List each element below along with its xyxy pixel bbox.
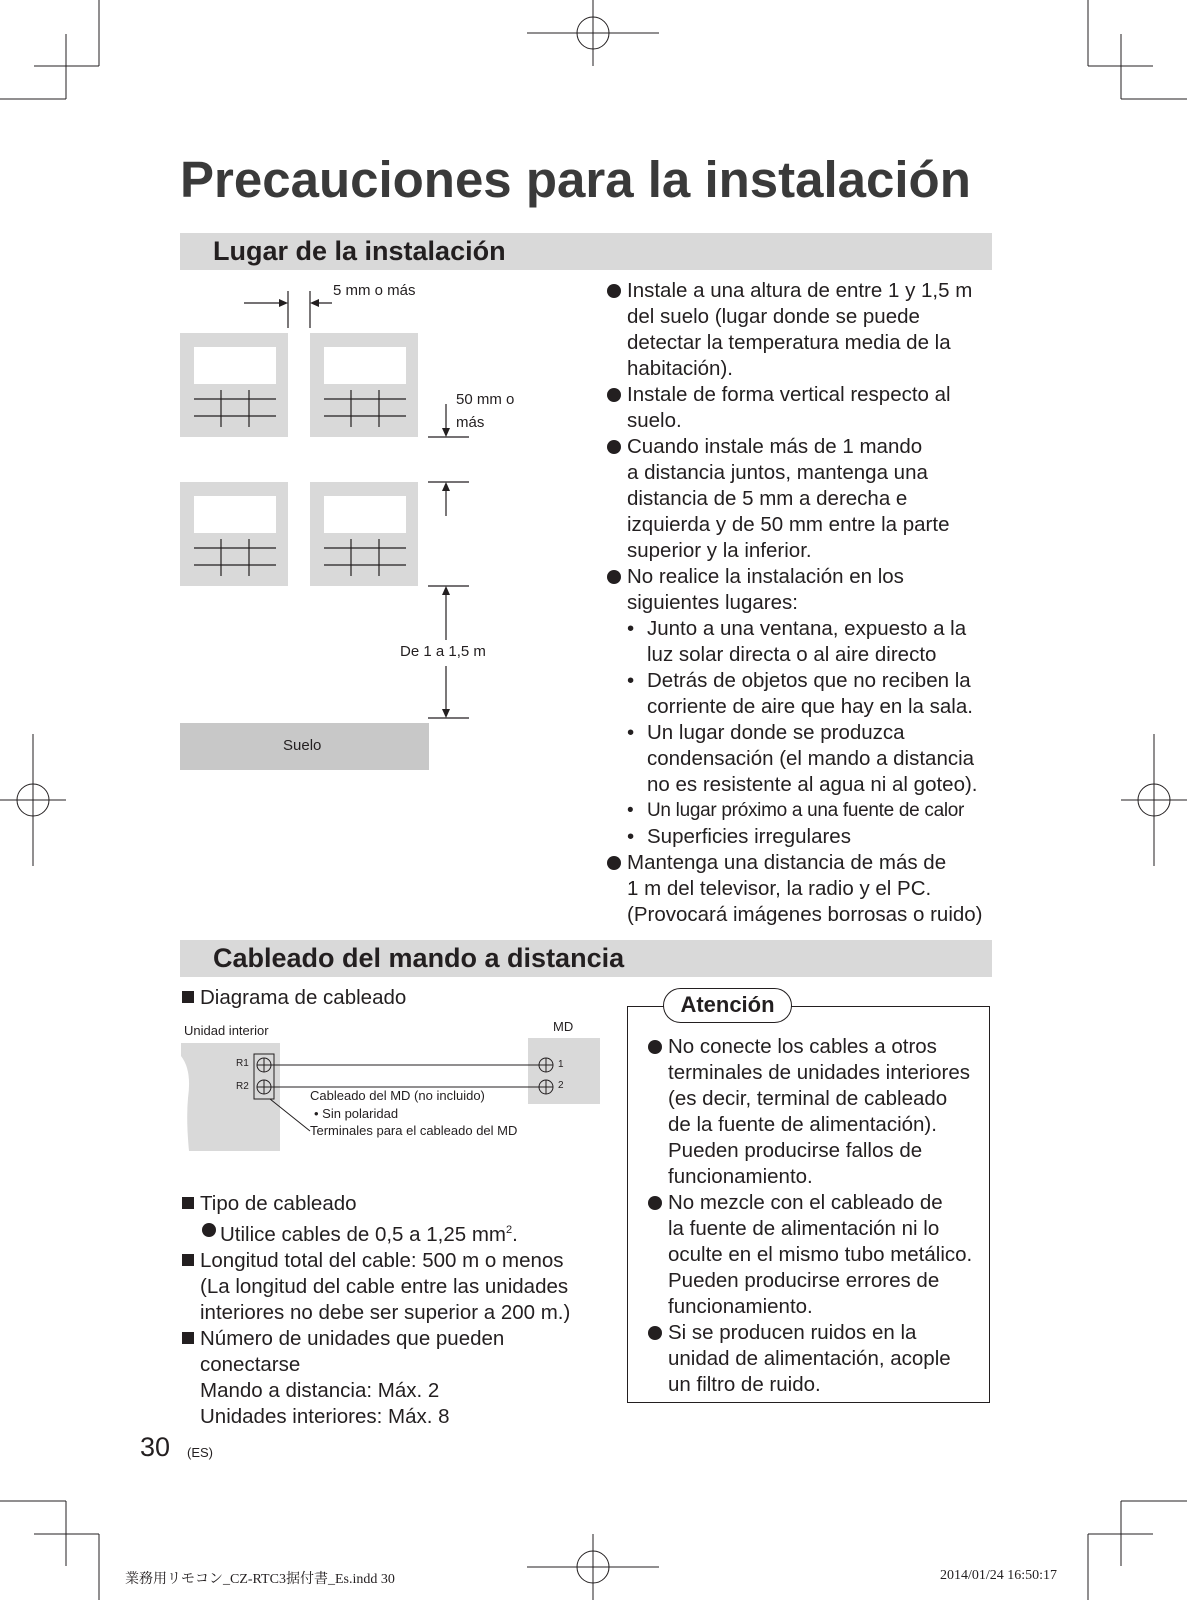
bullet-cont: Pueden producirse fallos de [668,1139,923,1162]
bullet-cont: oculte en el mismo tubo metálico. [668,1243,973,1266]
terminal-2-label: 2 [558,1080,564,1091]
sub-item-cont: no es resistente al agua ni al goteo). [647,773,978,796]
bullet-item: Utilice cables de 0,5 a 1,25 $mm^2$. [180,1217,600,1248]
bullet-cont: a distancia juntos, mantenga una [627,461,928,484]
attention-list [648,1034,988,1398]
bullet-cont: (La longitud del cable entre las unidades [200,1274,569,1298]
bullet-cont: funcionamiento. [668,1295,813,1318]
bullet-cont: terminales de unidades interiores [668,1061,970,1084]
footer-timestamp: 2014/01/24 16:50:17 [940,1568,1058,1583]
bullet-item: Si se producen ruidos en la [648,1320,988,1346]
md-label: MD [553,1019,574,1034]
gap-vertical-label-2: más [456,414,485,431]
bullet-cont: conectarse [200,1352,301,1376]
bullet-item: No mezcle con el cableado de [648,1190,988,1216]
sub-item-cont: corriente de aire que hay en la sala. [647,695,973,718]
bullet-cont: izquierda y de 50 mm entre la parte [627,513,950,536]
bullet-cont: Pueden producirse errores de [668,1269,940,1292]
bullet-cont: Unidades interiores: Máx. 8 [200,1404,450,1428]
attention-label: Atención [663,988,792,1023]
indoor-unit-label: Unidad interior [184,1023,269,1038]
bullet-cont: (Provocará imágenes borrosas o ruido) [627,903,983,926]
wiring-diagram [0,0,620,1160]
terminal-1-label: 1 [558,1059,564,1070]
bullet-cont: funcionamiento. [668,1165,813,1188]
md-unit-shape [528,1038,600,1104]
indoor-unit-shape [181,1043,280,1151]
bullet-item: No realice la instalación en los [607,564,1007,590]
bullet-cont: detectar la temperatura media de la [627,331,951,354]
bullet-cont: la fuente de alimentación ni lo [668,1217,940,1240]
bullet-item: Cuando instale más de 1 mando [607,434,1007,460]
wiring-label: Cableado del MD (no incluido) [310,1088,485,1103]
bullet-cont: unidad de alimentación, acople [668,1347,951,1370]
footer-file-info: 業務用リモコン_CZ-RTC3据付書_Es.indd 30 [125,1572,395,1587]
sub-item: • Un lugar próximo a una fuente de calor [607,798,1007,824]
bullet-cont: de la fuente de alimentación). [668,1113,937,1136]
square-bullet-item: Tipo de cableado [180,1191,600,1217]
bullet-cont: del suelo (lugar donde se puede [627,305,920,328]
no-polarity-label: • Sin polaridad [314,1106,399,1121]
bullet-cont: habitación). [627,357,733,380]
bullet-cont: suelo. [627,409,682,432]
sub-item: • Detrás de objetos que no reciben la [607,668,1007,694]
square-bullet-item: Diagrama de cableado [180,985,600,1011]
terminals-label: Terminales para el cableado del MD [310,1123,518,1138]
installation-guidelines [607,278,1007,928]
floor-label: Suelo [283,737,322,754]
bullet-item: Instale a una altura de entre 1 y 1,5 m [607,278,1007,304]
bullet-cont: un filtro de ruido. [668,1373,821,1396]
bullet-cont: 1 m del televisor, la radio y el PC. [627,877,932,900]
square-bullet-item: Longitud total del cable: 500 m o menos [180,1248,600,1274]
sub-item: • Superficies irregulares [607,824,1007,850]
bullet-item: Mantenga una distancia de más de [607,850,1007,876]
bullet-cont: (es decir, terminal de cableado [668,1087,948,1110]
sub-item: • Un lugar donde se produzca [607,720,1007,746]
page-number: 30 [140,1432,171,1462]
page-title: Precauciones para la instalación [180,151,971,208]
sub-item: • Junto a una ventana, expuesto a la [607,616,1007,642]
section-heading: Lugar de la instalación [213,236,506,266]
page-language: (ES) [187,1445,213,1460]
sub-item-cont: luz solar directa o al aire directo [647,643,937,666]
r1-label: R1 [236,1058,249,1069]
height-label: De 1 a 1,5 m [400,643,486,660]
gap-horizontal-label: 5 mm o más [333,282,416,299]
sub-item-cont: condensación (el mando a distancia [647,747,975,770]
bullet-cont: interiores no debe ser superior a 200 m.) [200,1300,571,1324]
bullet-cont: siguientes lugares: [627,591,798,614]
bullet-cont: superior y la inferior. [627,539,812,562]
bullet-item: Instale de forma vertical respecto al [607,382,1007,408]
bullet-cont: Mando a distancia: Máx. 2 [200,1378,440,1402]
bullet-cont: distancia de 5 mm a derecha e [627,487,908,510]
bullet-item: No conecte los cables a otros [648,1034,988,1060]
square-bullet-item: Número de unidades que pueden [180,1326,600,1352]
r2-label: R2 [236,1081,249,1092]
wiring-specs [180,1191,600,1430]
section-heading: Cableado del mando a distancia [213,943,625,973]
gap-vertical-label-1: 50 mm o [456,391,515,408]
